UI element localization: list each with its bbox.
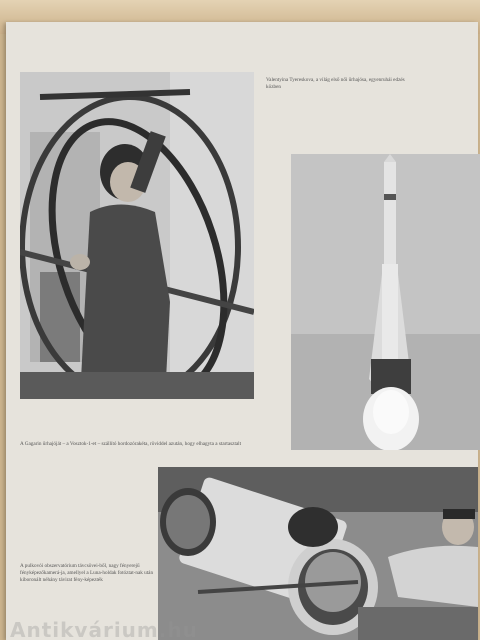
caption-rocket: A Gagarin űrhajóját – a Vosztok-1-et – szállító hordozórakéta, röviddel azután, hogy elhagyta a startasztalt [20, 441, 242, 447]
photo-cosmonaut-training [20, 72, 254, 399]
caption-tereshkova: Valentyina Tyereskova, a világ első női űrhajósa, egyenruhái edzés közben [266, 77, 405, 90]
cosmonaut-training-illustration [20, 72, 254, 399]
photo-rocket-launch [291, 154, 480, 450]
telescope-camera-illustration [158, 467, 478, 640]
caption-observatory: A pulkovói obszervatórium távcsövei-ből, nagy fényerejű fényképezőkamerá-ja, amellyel a Luna-holdak fotóztat-nak után kiboronált néhány távirat fény-képezték [20, 563, 154, 583]
rocket-launch-illustration [291, 154, 480, 450]
photo-telescope-camera [158, 467, 478, 640]
watermark-text: Antikvárium.hu [10, 618, 198, 640]
book-page [6, 22, 478, 640]
